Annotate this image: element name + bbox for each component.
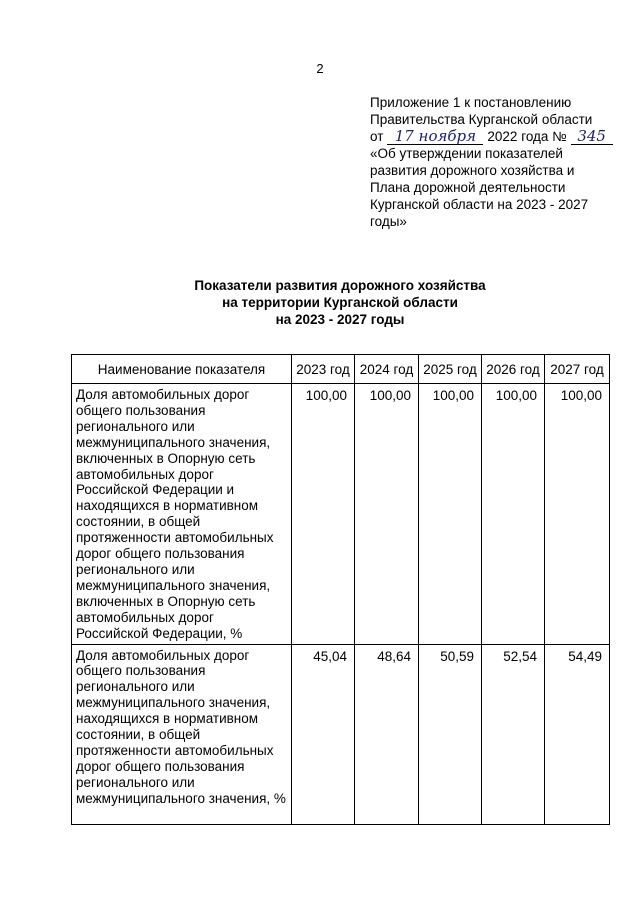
document-title [0, 277, 640, 328]
handwritten-date: 17 ноября [387, 129, 483, 145]
header-year-2026: 2026 год [482, 355, 545, 384]
value-cell-2023: 45,04 [292, 644, 355, 824]
table-row [72, 644, 610, 824]
indicators-table [71, 354, 610, 825]
table-row [72, 384, 610, 645]
value-cell-2026: 52,54 [482, 644, 545, 824]
value-cell-2023: 100,00 [292, 384, 355, 645]
annex-line-7: Курганской области на 2023 - 2027 [370, 197, 589, 212]
annex-line-6: Плана дорожной деятельности [370, 180, 566, 195]
annex-year-text: 2022 года № [487, 129, 567, 144]
value-cell-2024: 100,00 [355, 384, 419, 645]
page-number: 2 [316, 61, 324, 76]
value-cell-2025: 100,00 [419, 384, 482, 645]
annex-header [370, 94, 620, 230]
indicator-name-cell: Доля автомобильных дорог общего пользования регионального или межмуниципального значения, находящихся в нормативном состоянии, в общей протяженности автомобильных дорог общего пользования регионального или межмуниципального значения, % [72, 644, 292, 824]
title-line-1: Показатели развития дорожного хозяйства [194, 278, 486, 293]
header-year-2027: 2027 год [545, 355, 610, 384]
header-year-2025: 2025 год [419, 355, 482, 384]
title-line-2: на территории Курганской области [222, 295, 458, 310]
title-line-3: на 2023 - 2027 годы [275, 312, 405, 327]
indicator-name-cell: Доля автомобильных дорог общего пользования регионального или межмуниципального значения, включенных в Опорную сеть автомобильных дорог Российской Федерации и находящихся в нормативном состоянии, в общей протяженности автомобильных дорог общего пользования регионального или межмуниципального значения, включенных в Опорную сеть автомобильных дорог Российской Федерации, % [72, 384, 292, 645]
table-header-row [72, 355, 610, 384]
value-cell-2026: 100,00 [482, 384, 545, 645]
annex-line-4: «Об утверждении показателей [370, 146, 563, 161]
header-year-2023: 2023 год [292, 355, 355, 384]
header-year-2024: 2024 год [355, 355, 419, 384]
annex-line-1: Приложение 1 к постановлению [370, 95, 572, 110]
annex-line-5: развития дорожного хозяйства и [370, 163, 575, 178]
annex-line-2: Правительства Курганской области [370, 112, 593, 127]
value-cell-2025: 50,59 [419, 644, 482, 824]
annex-date-line [370, 128, 620, 145]
header-indicator-name: Наименование показателя [72, 355, 292, 384]
value-cell-2027: 54,49 [545, 644, 610, 824]
annex-from-prefix: от [370, 129, 384, 144]
annex-line-8: годы» [370, 214, 407, 229]
handwritten-number: 345 [571, 129, 613, 145]
value-cell-2027: 100,00 [545, 384, 610, 645]
value-cell-2024: 48,64 [355, 644, 419, 824]
